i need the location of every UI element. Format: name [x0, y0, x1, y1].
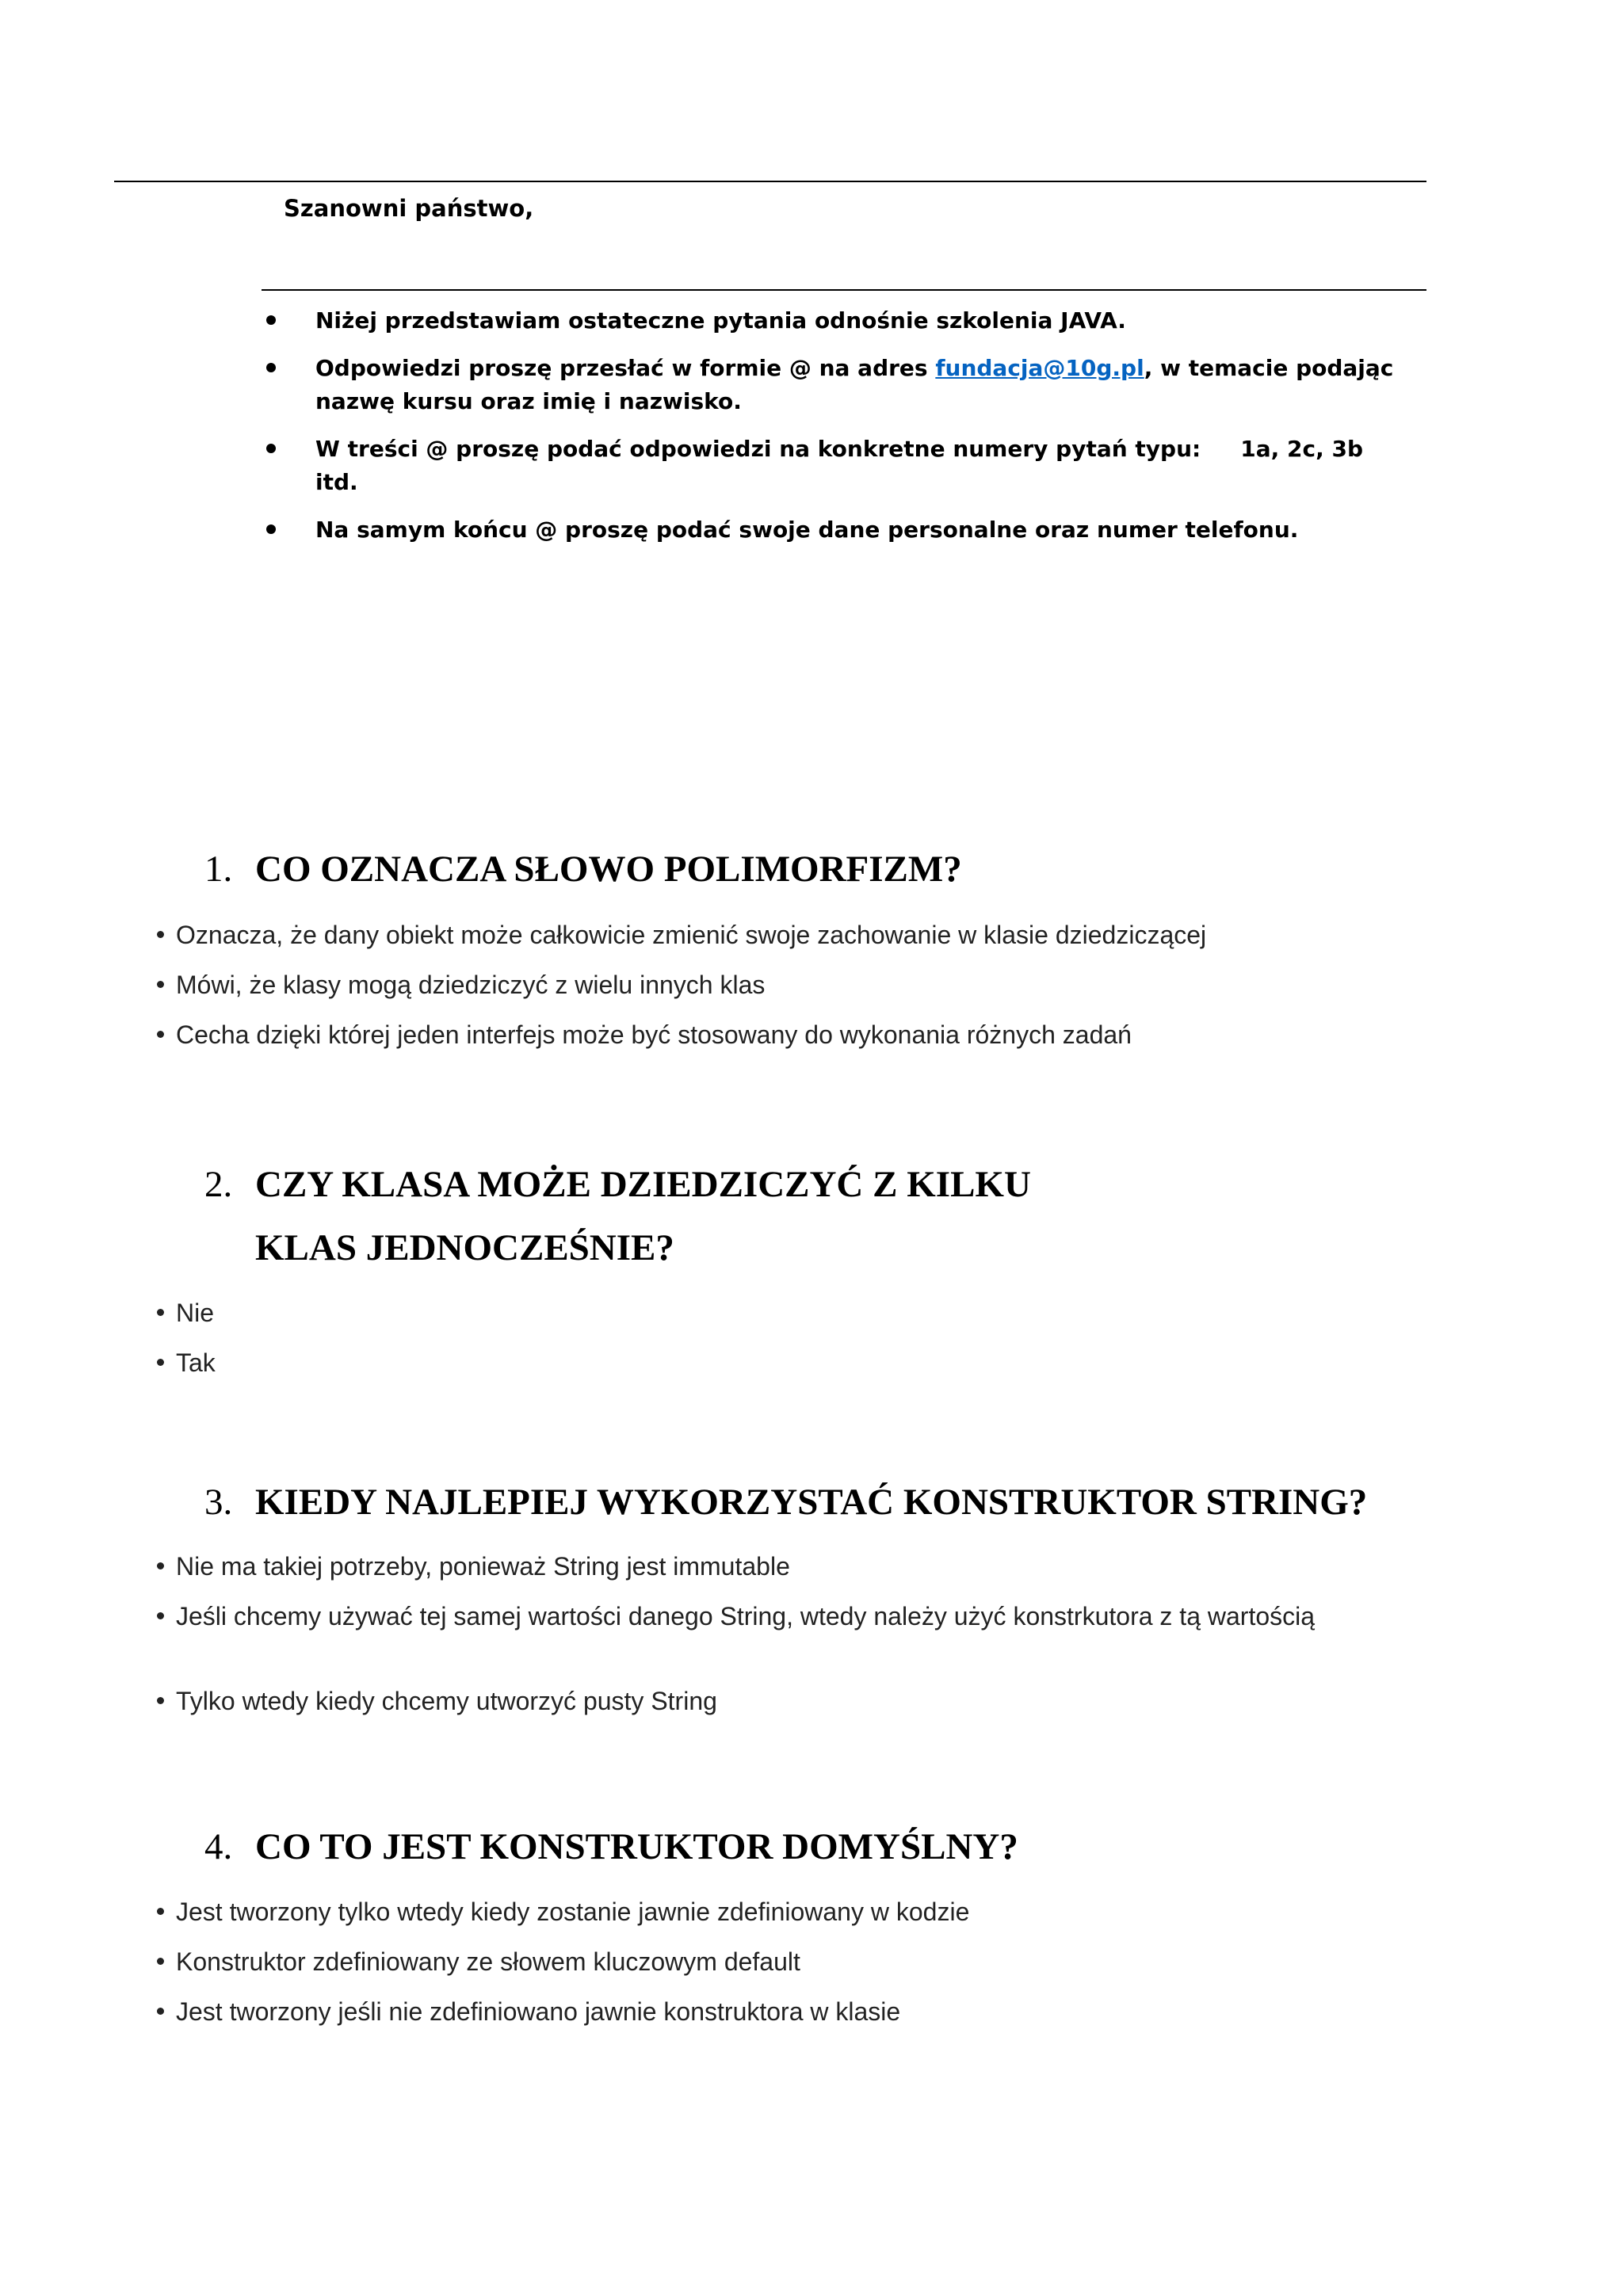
answer-option[interactable]: [155, 1548, 1315, 1598]
answer-text: Jest tworzony tylko wtedy kiedy zostanie jawnie zdefiniowany w kodzie: [176, 1897, 970, 1926]
question-3-title: [204, 1470, 1367, 1534]
answer-option[interactable]: [155, 1993, 969, 2043]
question-3-answers: [155, 1548, 1315, 1733]
instruction-text: Odpowiedzi proszę przesłać w formie @ na adres: [315, 355, 936, 381]
answer-option[interactable]: [155, 1598, 1315, 1648]
answer-text: Cecha dzięki której jeden interfejs może być stosowany do wykonania różnych zadań: [176, 1020, 1132, 1049]
answer-text: Jeśli chcemy używać tej samej wartości danego String, wtedy należy użyć konstrkutora z tą wartością: [176, 1602, 1316, 1630]
answer-text: Tylko wtedy kiedy chcemy utworzyć pusty String: [176, 1687, 717, 1715]
answer-option[interactable]: [155, 1295, 216, 1344]
bullet-icon: [157, 1359, 164, 1366]
bullet-icon: [157, 1908, 164, 1915]
greeting-divider: [262, 289, 1426, 291]
instruction-text: , w temacie podając nazwę kursu oraz imię i nazwisko.: [315, 355, 1394, 414]
question-4-title: [204, 1815, 1018, 1878]
answer-text: Tak: [176, 1348, 216, 1377]
question-text: CO TO JEST KONSTRUKTOR DOMYŚLNY?: [255, 1826, 1018, 1867]
instruction-text: Niżej przedstawiam ostateczne pytania odnośnie szkolenia JAVA.: [315, 307, 1126, 334]
greeting: Szanowni państwo,: [284, 195, 534, 222]
answer-option[interactable]: [155, 917, 1206, 967]
bullet-icon: [157, 1309, 164, 1316]
bullet-icon: [157, 1031, 164, 1038]
question-text: KIEDY NAJLEPIEJ WYKORZYSTAĆ KONSTRUKTOR STRING?: [255, 1482, 1368, 1523]
question-number: 2.: [204, 1164, 233, 1205]
question-number: 3.: [204, 1482, 233, 1523]
question-number: 4.: [204, 1826, 233, 1867]
answer-option[interactable]: [155, 1943, 969, 1993]
top-divider: [114, 181, 1426, 182]
question-1-answers: [155, 917, 1206, 1066]
instructions-list: [263, 304, 1404, 561]
question-text-line2: KLAS JEDNOCZEŚNIE?: [255, 1227, 674, 1268]
question-4-answers: [155, 1894, 969, 2043]
bullet-icon: [266, 444, 276, 453]
answer-format-example: 1a, 2c, 3b itd.: [315, 436, 1363, 495]
instruction-item: [263, 433, 1404, 499]
bullet-icon: [157, 2008, 164, 2015]
answer-option[interactable]: [155, 1683, 1315, 1733]
bullet-icon: [266, 315, 276, 325]
bullet-icon: [157, 1612, 164, 1619]
answer-text: Nie: [176, 1299, 215, 1327]
email-link[interactable]: fundacja@10g.pl: [935, 355, 1144, 381]
answer-option[interactable]: [155, 1016, 1206, 1066]
question-text: CO OZNACZA SŁOWO POLIMORFIZM?: [255, 849, 962, 890]
instruction-text: W treści @ proszę podać odpowiedzi na konkretne numery pytań typu:: [315, 436, 1201, 462]
instruction-text: Na samym końcu @ proszę podać swoje dane personalne oraz numer telefonu.: [315, 517, 1299, 543]
answer-text: Jest tworzony jeśli nie zdefiniowano jawnie konstruktora w klasie: [176, 1997, 901, 2026]
question-1-title: [204, 837, 962, 901]
bullet-icon: [266, 524, 276, 534]
bullet-icon: [157, 1562, 164, 1569]
answer-option[interactable]: [155, 1344, 216, 1394]
instruction-item: [263, 304, 1404, 338]
bullet-icon: [157, 1697, 164, 1704]
question-2-answers: [155, 1295, 216, 1394]
answer-text: Oznacza, że dany obiekt może całkowicie zmienić swoje zachowanie w klasie dziedziczącej: [176, 921, 1207, 949]
bullet-icon: [157, 931, 164, 938]
question-2-title: [204, 1153, 1031, 1280]
answer-option[interactable]: [155, 1894, 969, 1943]
answer-text: Mówi, że klasy mogą dziedziczyć z wielu innych klas: [176, 971, 766, 999]
question-text: CZY KLASA MOŻE DZIEDZICZYĆ Z KILKU: [255, 1164, 1031, 1205]
instruction-item: [263, 513, 1404, 547]
bullet-icon: [157, 981, 164, 988]
bullet-icon: [157, 1958, 164, 1965]
question-number: 1.: [204, 849, 233, 890]
answer-text: Nie ma takiej potrzeby, ponieważ String jest immutable: [176, 1552, 790, 1581]
answer-text: Konstruktor zdefiniowany ze słowem kluczowym default: [176, 1947, 800, 1976]
instruction-item: [263, 352, 1404, 418]
answer-option[interactable]: [155, 967, 1206, 1016]
bullet-icon: [266, 363, 276, 372]
